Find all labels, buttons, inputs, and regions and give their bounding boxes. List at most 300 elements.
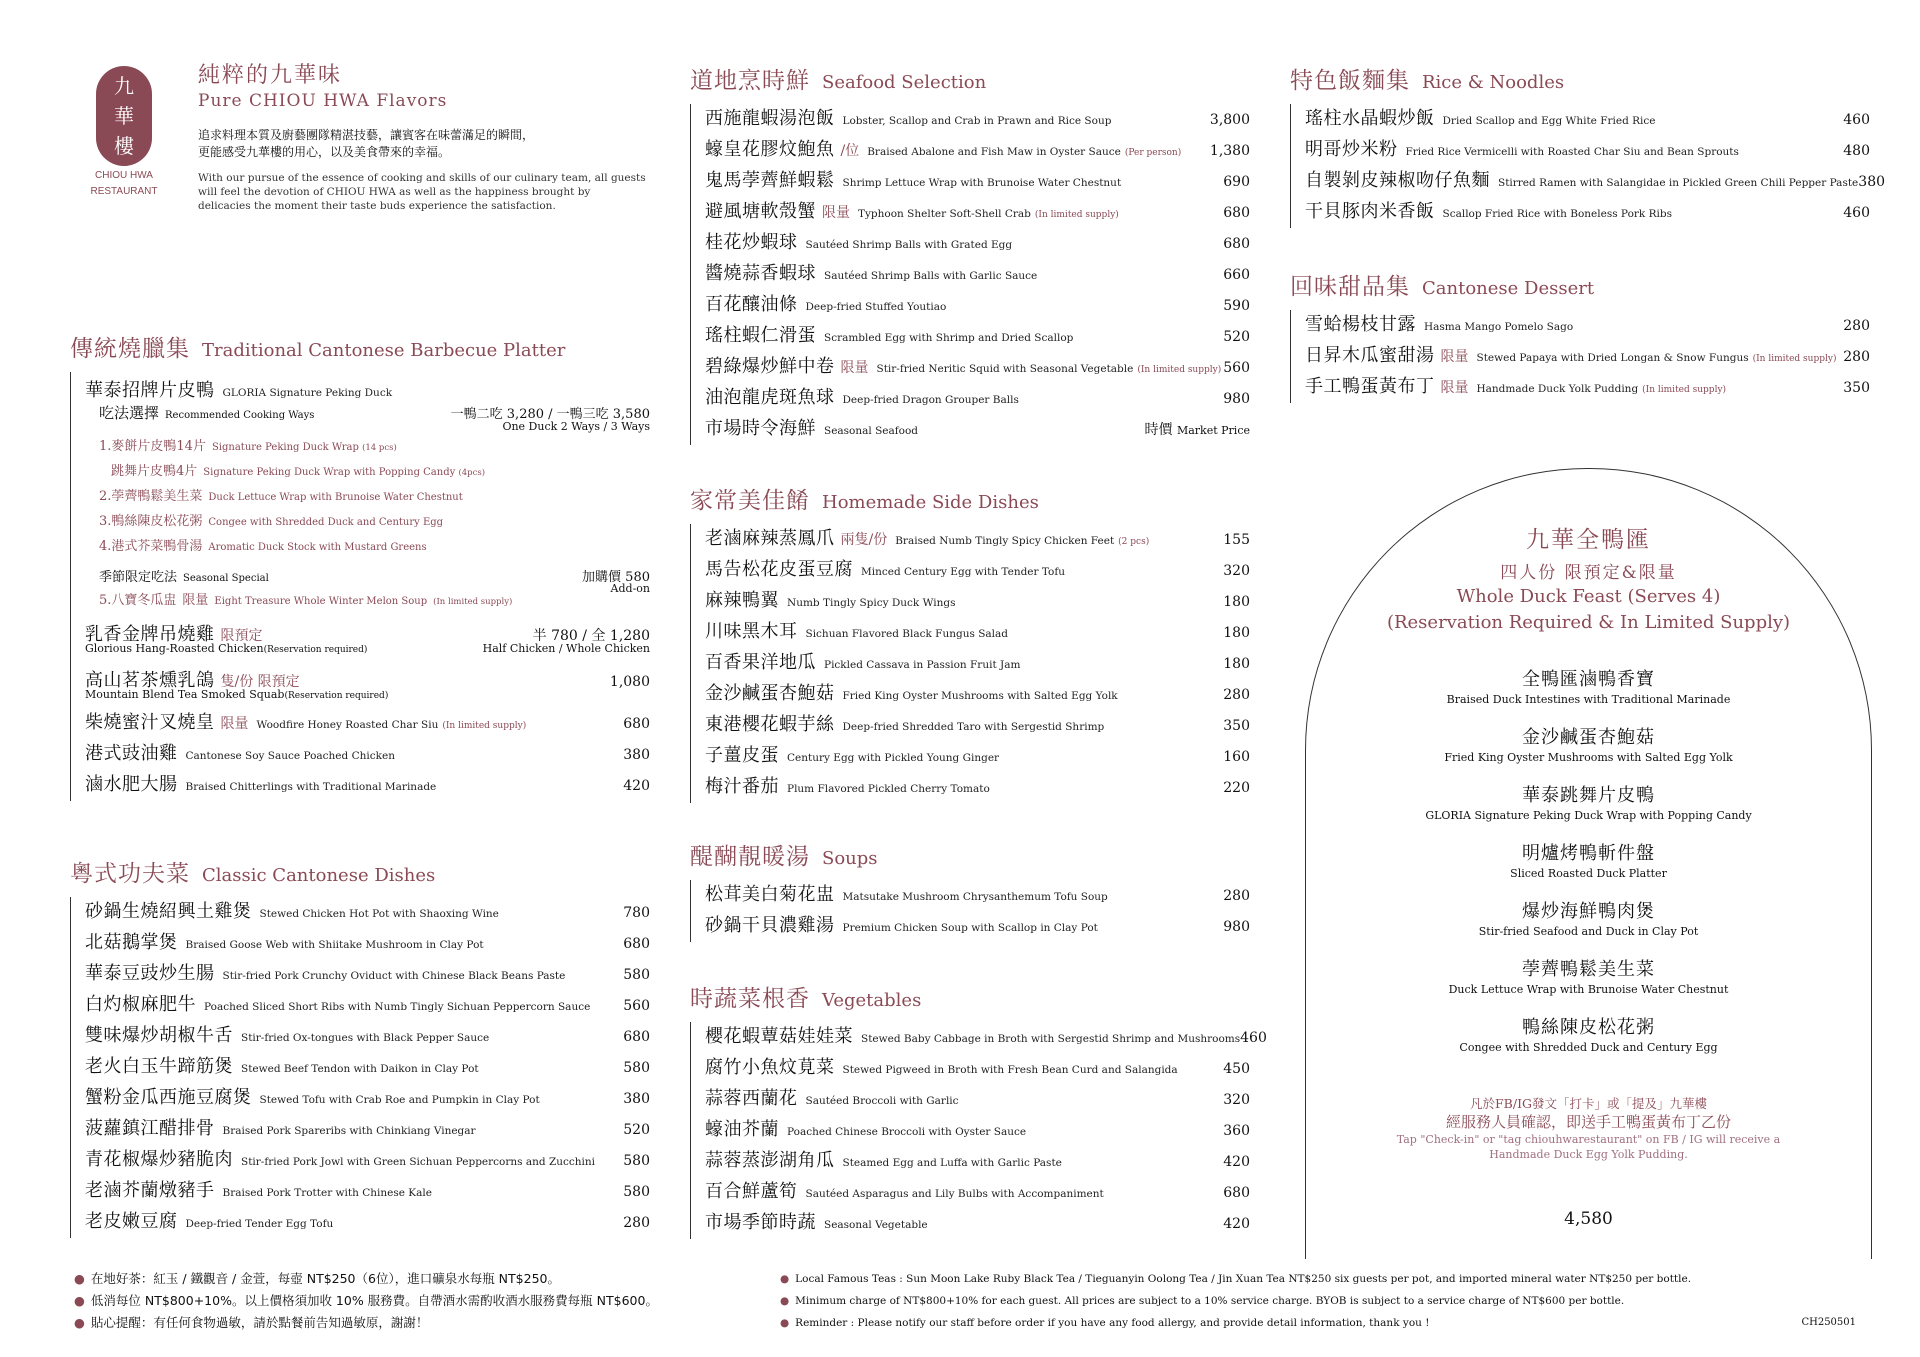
feast-title-en-1: Whole Duck Feast (Serves 4) <box>1456 586 1721 607</box>
item-name-en: Stir-fried Neritic Squid with Seasonal Vegetable <box>876 363 1134 375</box>
bullet-icon: ● <box>74 1315 85 1330</box>
feast-item <box>1306 665 1871 723</box>
item-price: 180 <box>1223 656 1250 672</box>
item-name-zh: 老火白玉牛蹄筋煲 <box>85 1056 233 1077</box>
item-price: 360 <box>1223 1123 1250 1139</box>
item-name-zh: 碧綠爆炒鮮中卷 <box>705 356 835 377</box>
menu-item <box>705 383 1250 414</box>
item-name-zh: 青花椒爆炒豬脆肉 <box>85 1149 233 1170</box>
item-note: (In limited supply) <box>1752 354 1837 364</box>
item-name-zh: 梅汁番茄 <box>705 776 779 797</box>
item-price: 280 <box>1843 349 1870 365</box>
section-title-en: Classic Cantonese Dishes <box>202 865 436 886</box>
menu-item <box>1305 310 1870 341</box>
item-name-en: Lobster, Scallop and Crab in Prawn and Rice Soup <box>842 115 1112 127</box>
footer-note <box>780 1312 1691 1334</box>
item-name-en: Woodfire Honey Roasted Char Siu <box>256 719 439 731</box>
feast-item-en: Stir-fried Seafood and Duck in Clay Pot <box>1478 925 1699 938</box>
way-name-en: Congee with Shredded Duck and Century Egg <box>208 517 444 528</box>
item-name-zh: 百花釀油條 <box>705 294 798 315</box>
way-name-zh: 1.麥餅片皮鴨14片 <box>99 439 206 454</box>
cooking-way <box>99 510 650 535</box>
footer-note-text: Reminder : Please notify our staff before order if you have any food allergy, and provide detail information, thank you ! <box>795 1317 1430 1329</box>
section-side <box>690 482 1250 803</box>
rice-items <box>1290 104 1886 228</box>
section-rice <box>1290 62 1886 228</box>
way-name-zh: 2.荸薺鴨鬆美生菜 <box>99 489 203 504</box>
menu-item <box>1305 166 1886 197</box>
item-name-en: Stewed Chicken Hot Pot with Shaoxing Wine <box>259 908 499 920</box>
veg-items <box>690 1022 1267 1239</box>
item-price: 660 <box>1223 267 1250 283</box>
section-title-zh: 家常美佳餚 <box>690 488 810 514</box>
item-name-en: Stewed Papaya with Dried Longan & Snow Fungus <box>1476 352 1749 364</box>
menu-item <box>1305 341 1870 372</box>
feast-item-zh: 明爐烤鴨斬件盤 <box>1522 843 1655 864</box>
item-name-zh: 砂鍋生燒紹興土雞煲 <box>85 901 252 922</box>
bullet-icon: ● <box>780 1295 790 1307</box>
menu-item <box>705 228 1250 259</box>
menu-item <box>705 104 1250 135</box>
roast-chicken-en: Glorious Hang-Roasted Chicken (Reservation required) Half Chicken / Whole Chicken <box>85 642 650 655</box>
item-name-zh: 鬼馬荸薺鮮蝦鬆 <box>705 170 835 191</box>
soups-items <box>690 880 1250 942</box>
item-name-zh: 滷水肥大腸 <box>85 774 178 795</box>
item-name-en: Century Egg with Pickled Young Ginger <box>787 752 1000 764</box>
item-name-zh: 北菇鵝掌煲 <box>85 932 178 953</box>
menu-item <box>85 959 650 990</box>
item-name-en: Stir-fried Pork Crunchy Oviduct with Chinese Black Beans Paste <box>222 970 566 982</box>
logo-text-2: RESTAURANT <box>90 186 158 197</box>
menu-item <box>705 1208 1250 1239</box>
item-name-zh: 避風塘軟殼蟹 <box>705 201 816 222</box>
seasonal-special-row: 季節限定吃法 Seasonal Special 加購價 580 <box>99 570 650 585</box>
section-title-en: Seafood Selection <box>822 72 987 93</box>
feast-item-en: Duck Lettuce Wrap with Brunoise Water Chestnut <box>1448 983 1729 996</box>
feast-item <box>1306 955 1871 1013</box>
item-name-zh: 腐竹小魚炆莧菜 <box>705 1057 835 1078</box>
menu-item <box>705 617 1250 648</box>
item-name-en: Stir-fried Pork Jowl with Green Sichuan Peppercorns and Zucchini <box>241 1156 596 1168</box>
item-name-zh: 櫻花蝦蕈菇娃娃菜 <box>705 1026 853 1047</box>
menu-item <box>1305 135 1870 166</box>
item-price: 180 <box>1223 594 1250 610</box>
item-price: 380 <box>623 747 650 763</box>
item-name-zh: 蟹粉金瓜西施豆腐煲 <box>85 1087 252 1108</box>
item-price: 580 <box>623 1184 650 1200</box>
feast-promo: 凡於FB/IG發文「打卡」或「提及」九華樓 經服務人員確認，即送手工鴨蛋黃布丁乙份 Tap "Check-in" or "tag chiouhwarestaurant" on FB / IG will receive a Handmade Duck Egg Yolk Pudding. <box>1396 1096 1781 1161</box>
item-name-zh: 西施龍蝦湯泡飯 <box>705 108 835 129</box>
item-name-zh: 馬告松花皮蛋豆腐 <box>705 559 853 580</box>
item-price: 220 <box>1223 780 1250 796</box>
item-name-en: Sautéed Shrimp Balls with Garlic Sauce <box>824 270 1038 282</box>
dessert-items <box>1290 310 1870 403</box>
item-name-zh: 油泡龍虎斑魚球 <box>705 387 835 408</box>
cooking-way <box>99 535 650 560</box>
item-name-zh: 醬燒蒜香蝦球 <box>705 263 816 284</box>
item-price: 590 <box>1223 298 1250 314</box>
item-name-zh: 東港櫻花蝦芋絲 <box>705 714 835 735</box>
whole-duck-feast-panel <box>1305 468 1872 1259</box>
menu-item <box>705 1022 1267 1053</box>
footer-note-text: 貼心提醒：有任何食物過敏，請於點餐前告知過敏原，謝謝！ <box>90 1315 429 1330</box>
footer-note <box>74 1290 658 1312</box>
way-name-zh: 4.港式芥菜鴨骨湯 <box>99 539 203 554</box>
item-name-zh: 百合鮮蘆筍 <box>705 1181 798 1202</box>
item-price: 280 <box>1223 687 1250 703</box>
menu-item <box>705 1115 1250 1146</box>
item-name-en: Typhoon Shelter Soft-Shell Crab <box>858 208 1031 220</box>
menu-item <box>85 928 650 959</box>
item-tag: 兩隻/份 <box>840 532 888 548</box>
item-tag: 限量 <box>822 205 850 221</box>
seasonal-addon: Add-on <box>610 582 650 595</box>
item-note: (2 pcs) <box>1118 537 1150 547</box>
item-name-en: Braised Pork Spareribs with Chinkiang Vinegar <box>222 1125 476 1137</box>
section-title-zh: 特色飯麵集 <box>1290 68 1410 94</box>
section-bbq <box>70 330 650 801</box>
item-note: (In limited supply) <box>1137 365 1222 375</box>
menu-item <box>85 1207 650 1238</box>
section-title-zh: 粵式功夫菜 <box>70 861 190 887</box>
item-name-zh: 蒜蓉蒸澎湖角瓜 <box>705 1150 835 1171</box>
feast-item <box>1306 781 1871 839</box>
menu-item <box>85 770 650 801</box>
menu-item <box>85 1021 650 1052</box>
item-price: 420 <box>1223 1216 1250 1232</box>
item-name-en: Stewed Baby Cabbage in Broth with Sergestid Shrimp and Mushrooms <box>861 1033 1241 1045</box>
item-price: 520 <box>1223 329 1250 345</box>
item-price: 420 <box>1223 1154 1250 1170</box>
item-name-en: Braised Pork Trotter with Chinese Kale <box>222 1187 432 1199</box>
menu-item <box>85 897 650 928</box>
menu-item <box>705 1053 1250 1084</box>
intro-title-en: Pure CHIOU HWA Flavors <box>198 91 448 111</box>
item-name-zh: 百香果洋地瓜 <box>705 652 816 673</box>
cooking-ways-row: 吃法選擇 Recommended Cooking Ways 一鴨二吃 3,280 / 一鴨三吃 3,580 <box>99 404 650 422</box>
item-name-en: Dried Scallop and Egg White Fried Rice <box>1442 115 1656 127</box>
item-name-en: Shrimp Lettuce Wrap with Brunoise Water Chestnut <box>842 177 1122 189</box>
footer-note <box>780 1268 1691 1290</box>
intro-paragraph-zh: 追求料理本質及廚藝團隊精湛技藝，讓賓客在味蕾滿足的瞬間， 更能感受九華樓的用心，以及美食帶來的幸福。 <box>198 128 535 159</box>
section-title-zh: 傳統燒臘集 <box>70 336 190 362</box>
item-name-en: Deep-fried Shredded Taro with Sergestid Shrimp <box>842 721 1105 733</box>
item-note: (In limited supply) <box>1642 385 1727 395</box>
menu-item <box>85 1114 650 1145</box>
item-price: 560 <box>1223 360 1250 376</box>
item-name-en: Cantonese Soy Sauce Poached Chicken <box>185 750 395 762</box>
section-dessert <box>1290 268 1870 403</box>
feast-item-zh: 金沙鹹蛋杏鮑菇 <box>1522 727 1655 748</box>
menu-item <box>705 1177 1250 1208</box>
item-name-zh: 明哥炒米粉 <box>1305 139 1398 160</box>
menu-item <box>85 739 650 770</box>
item-name-en: Stewed Pigweed in Broth with Fresh Bean Curd and Salangida <box>842 1064 1178 1076</box>
item-name-en: Stirred Ramen with Salangidae in Pickled Green Chili Pepper Paste <box>1498 177 1859 189</box>
item-name-zh: 自製剝皮辣椒吻仔魚麵 <box>1305 170 1490 191</box>
feast-price: 4,580 <box>1564 1209 1613 1229</box>
cooking-way <box>99 460 650 485</box>
item-name-zh: 老皮嫩豆腐 <box>85 1211 178 1232</box>
bullet-icon: ● <box>780 1273 790 1285</box>
bullet-icon: ● <box>74 1293 85 1308</box>
menu-item <box>85 708 650 739</box>
feast-item-en: Fried King Oyster Mushrooms with Salted Egg Yolk <box>1444 751 1733 764</box>
item-name-en: Steamed Egg and Luffa with Garlic Paste <box>842 1157 1062 1169</box>
item-price: 460 <box>1240 1030 1267 1046</box>
item-price: 980 <box>1223 919 1250 935</box>
item-name-en: Sautéed Broccoli with Garlic <box>805 1095 959 1107</box>
item-name-zh: 白灼椒麻肥牛 <box>85 994 196 1015</box>
menu-item <box>1305 372 1870 403</box>
item-price: 460 <box>1843 205 1870 221</box>
section-title-en: Homemade Side Dishes <box>822 492 1039 513</box>
menu-code: CH250501 <box>1801 1317 1856 1328</box>
item-name-zh: 雪蛤楊枝甘露 <box>1305 314 1416 335</box>
item-name-en: Braised Goose Web with Shiitake Mushroom in Clay Pot <box>185 939 484 951</box>
cooking-ways-list <box>85 435 650 560</box>
seafood-items <box>705 104 1250 414</box>
item-price: 680 <box>623 1029 650 1045</box>
item-price: 350 <box>1843 380 1870 396</box>
menu-item-peking-duck: 華泰招牌片皮鴨 GLORIA Signature Peking Duck <box>85 380 393 401</box>
item-name-en: Scallop Fried Rice with Boneless Pork Ribs <box>1442 208 1672 220</box>
bullet-icon: ● <box>780 1317 790 1329</box>
menu-item <box>85 1052 650 1083</box>
feast-item-zh: 全鴨匯滷鴨香寶 <box>1522 669 1655 690</box>
restaurant-logo <box>82 66 166 198</box>
item-price: 560 <box>623 998 650 1014</box>
item-price: 460 <box>1843 112 1870 128</box>
item-name-en: Deep-fried Tender Egg Tofu <box>185 1218 334 1230</box>
item-tag: 限量 <box>1440 349 1469 365</box>
item-price: 1,380 <box>1209 143 1250 159</box>
feast-item-en: Congee with Shredded Duck and Century Egg <box>1459 1041 1718 1054</box>
item-name-zh: 松茸美白菊花盅 <box>705 884 835 905</box>
way-note: (14 pcs) <box>362 443 397 453</box>
item-name-en: Seasonal Vegetable <box>824 1219 928 1231</box>
feast-item-zh: 鴨絲陳皮松花粥 <box>1522 1017 1655 1038</box>
item-name-en: Matsutake Mushroom Chrysanthemum Tofu Soup <box>842 891 1108 903</box>
item-price: 680 <box>1223 236 1250 252</box>
classic-items <box>70 897 650 1238</box>
item-price: 580 <box>623 1060 650 1076</box>
section-title-en: Soups <box>822 848 878 869</box>
section-title-zh: 回味甜品集 <box>1290 274 1410 300</box>
item-name-en: Poached Chinese Broccoli with Oyster Sauce <box>787 1126 1027 1138</box>
item-price: 320 <box>1223 1092 1250 1108</box>
item-name-en: Sautéed Asparagus and Lily Bulbs with Accompaniment <box>805 1188 1104 1200</box>
way-name-zh: 跳舞片皮鴨4片 <box>111 464 198 479</box>
menu-item <box>705 321 1250 352</box>
footer-notes-zh <box>74 1268 658 1334</box>
section-title-en: Vegetables <box>822 990 922 1011</box>
section-title-en: Rice & Noodles <box>1422 72 1565 93</box>
item-name-zh: 蠔油芥蘭 <box>705 1119 779 1140</box>
smoked-squab-en: Mountain Blend Tea Smoked Squab (Reservation required) <box>85 688 389 701</box>
item-name-en: Stewed Beef Tendon with Daikon in Clay Pot <box>241 1063 479 1075</box>
feast-item-en: Sliced Roasted Duck Platter <box>1510 867 1667 880</box>
menu-item <box>705 555 1250 586</box>
item-name-en: Minced Century Egg with Tender Tofu <box>861 566 1066 578</box>
item-name-zh: 桂花炒蝦球 <box>705 232 798 253</box>
footer-note-text: Minimum charge of NT$800+10% for each guest. All prices are subject to a 10% service charge. BYOB is subject to a service charge of NT$600 per bottle. <box>795 1295 1625 1307</box>
way-note: (4pcs) <box>458 468 486 478</box>
item-name-zh: 瑤柱水晶蝦炒飯 <box>1305 108 1435 129</box>
item-note: (Per person) <box>1124 148 1182 158</box>
menu-item-smoked-squab: 高山茗茶燻乳鴿 隻/份 限預定 1,080 <box>85 670 650 691</box>
item-name-en: Pickled Cassava in Passion Fruit Jam <box>824 659 1021 671</box>
item-name-en: Hasma Mango Pomelo Sago <box>1424 321 1574 333</box>
footer-note-text: 低消每位 NT$800+10%。以上價格須加收 10% 服務費。自帶酒水需酌收酒水服務費每瓶 NT$600。 <box>90 1293 658 1308</box>
logo-text-1: CHIOU HWA <box>95 170 153 181</box>
item-tag: 限量 <box>220 716 249 732</box>
side-items <box>690 524 1250 803</box>
menu-item <box>705 524 1250 555</box>
item-name-en: Scrambled Egg with Shrimp and Dried Scallop <box>824 332 1074 344</box>
menu-item <box>705 648 1250 679</box>
footer-note <box>74 1268 658 1290</box>
item-name-zh: 手工鴨蛋黃布丁 <box>1305 376 1435 397</box>
menu-item <box>705 911 1250 942</box>
menu-item-market-seafood: 市場時令海鮮 Seasonal Seafood 時價 Market Price <box>705 418 1250 439</box>
feast-item-zh: 爆炒海鮮鴨肉煲 <box>1522 901 1655 922</box>
menu-item <box>705 880 1250 911</box>
item-price: 680 <box>1223 1185 1250 1201</box>
way-name-en: Duck Lettuce Wrap with Brunoise Water Chestnut <box>208 492 463 503</box>
footer-note-text: Local Famous Teas : Sun Moon Lake Ruby Black Tea / Tieguanyin Oolong Tea / Jin Xuan Tea NT$250 six guests per pot, and imported mineral water NT$250 per bottle. <box>795 1273 1692 1285</box>
menu-item <box>85 1176 650 1207</box>
feast-item <box>1306 1013 1871 1071</box>
menu-item-roast-chicken: 乳香金牌吊燒雞 限預定 半 780 / 全 1,280 <box>85 624 650 645</box>
menu-item <box>705 290 1250 321</box>
item-name-zh: 麻辣鴨翼 <box>705 590 779 611</box>
item-name-en: Stir-fried Ox-tongues with Black Pepper Sauce <box>241 1032 490 1044</box>
item-name-zh: 老滷麻辣蒸鳳爪 <box>705 528 835 549</box>
menu-item <box>705 352 1250 383</box>
menu-item <box>705 772 1250 803</box>
section-classic <box>70 855 650 1238</box>
item-name-zh: 柴燒蜜汁叉燒皇 <box>85 712 215 733</box>
item-name-zh: 川味黑木耳 <box>705 621 798 642</box>
item-name-en: Braised Abalone and Fish Maw in Oyster Sauce <box>867 146 1121 158</box>
menu-item <box>705 679 1250 710</box>
item-price: 160 <box>1223 749 1250 765</box>
section-title-en: Traditional Cantonese Barbecue Platter <box>202 340 566 361</box>
menu-item <box>705 259 1250 290</box>
footer-notes-en <box>780 1268 1691 1334</box>
way-5: 5.八寶冬瓜盅 限量 Eight Treasure Whole Winter Melon Soup (In limited supply) <box>99 593 513 608</box>
item-price: 480 <box>1843 143 1870 159</box>
item-price: 680 <box>623 936 650 952</box>
cooking-way <box>99 435 650 460</box>
section-seafood <box>690 62 1250 445</box>
item-name-en: Fried King Oyster Mushrooms with Salted Egg Yolk <box>842 690 1118 702</box>
menu-item <box>705 166 1250 197</box>
item-price: 980 <box>1223 391 1250 407</box>
item-note: (In limited supply) <box>442 721 527 731</box>
section-title-zh: 時蔬菜根香 <box>690 986 810 1012</box>
item-name-en: Handmade Duck Yolk Pudding <box>1476 383 1639 395</box>
item-name-en: Numb Tingly Spicy Duck Wings <box>787 597 956 609</box>
item-price: 580 <box>623 967 650 983</box>
item-tag: 限量 <box>1440 380 1469 396</box>
item-name-zh: 菠蘿鎮江醋排骨 <box>85 1118 215 1139</box>
item-price: 780 <box>623 905 650 921</box>
item-name-en: Poached Sliced Short Ribs with Numb Tingly Sichuan Peppercorn Sauce <box>204 1001 591 1013</box>
item-price: 350 <box>1223 718 1250 734</box>
feast-item-en: GLORIA Signature Peking Duck Wrap with Popping Candy <box>1425 809 1752 822</box>
item-name-en: Deep-fried Dragon Grouper Balls <box>842 394 1019 406</box>
menu-item <box>705 135 1250 166</box>
item-price: 680 <box>1223 205 1250 221</box>
item-name-zh: 港式豉油雞 <box>85 743 178 764</box>
item-name-zh: 華泰豆豉炒生腸 <box>85 963 215 984</box>
feast-title-en-2: (Reservation Required & In Limited Supply) <box>1386 612 1791 633</box>
intro-title-zh: 純粹的九華味 <box>198 63 343 88</box>
bbq-items <box>85 708 650 801</box>
item-price: 380 <box>623 1091 650 1107</box>
item-price: 450 <box>1223 1061 1250 1077</box>
item-name-zh: 雙味爆炒胡椒牛舌 <box>85 1025 233 1046</box>
menu-item <box>1305 197 1870 228</box>
cooking-way <box>99 485 650 510</box>
feast-title-zh: 九華全鴨匯 <box>1526 527 1651 553</box>
item-price: 520 <box>623 1122 650 1138</box>
feast-item-zh: 荸薺鴨鬆美生菜 <box>1522 959 1655 980</box>
item-tag: /位 <box>840 143 860 159</box>
item-name-zh: 市場季節時蔬 <box>705 1212 816 1233</box>
intro-paragraph-en: With our pursue of the essence of cooking and skills of our culinary team, all guests will feel the devotion of CHIOU HWA as well as the happiness brought by delicacies the moment their taste buds experience the satisfaction. <box>198 172 646 212</box>
item-name-zh: 瑤柱蝦仁滑蛋 <box>705 325 816 346</box>
menu-item <box>705 1084 1250 1115</box>
section-soups <box>690 838 1250 942</box>
feast-item-en: Braised Duck Intestines with Traditional Marinade <box>1446 693 1731 706</box>
way-name-en: Signature Peking Duck Wrap with Popping Candy (4pcs) <box>203 467 486 478</box>
logo-mark: 九 華 樓 <box>96 66 152 166</box>
feast-items <box>1306 665 1871 1071</box>
item-name-zh: 干貝豚肉米香飯 <box>1305 201 1435 222</box>
footer-note-text: 在地好茶：紅玉 / 鐵觀音 / 金萱，每壺 NT$250（6位），進口礦泉水每瓶 NT$250。 <box>90 1271 560 1286</box>
item-price: 155 <box>1223 532 1250 548</box>
section-vegetables <box>690 980 1267 1239</box>
menu-item <box>85 1145 650 1176</box>
section-title-zh: 醍醐靚暖湯 <box>690 844 810 870</box>
item-price: 420 <box>623 778 650 794</box>
item-price: 680 <box>623 716 650 732</box>
item-name-zh: 金沙鹹蛋杏鮑菇 <box>705 683 835 704</box>
item-name-zh: 蒜蓉西蘭花 <box>705 1088 798 1109</box>
section-title-zh: 道地烹時鮮 <box>690 68 810 94</box>
way-name-zh: 3.鴨絲陳皮松花粥 <box>99 514 203 529</box>
footer-note <box>74 1312 658 1334</box>
item-price: 280 <box>623 1215 650 1231</box>
item-price: 690 <box>1223 174 1250 190</box>
item-tag: 限量 <box>840 360 869 376</box>
item-price: 320 <box>1223 563 1250 579</box>
feast-item <box>1306 839 1871 897</box>
item-price: 380 <box>1858 174 1886 190</box>
cooking-ways-price-en: One Duck 2 Ways / 3 Ways <box>502 420 650 433</box>
footer-note <box>780 1290 1691 1312</box>
item-name-en: Plum Flavored Pickled Cherry Tomato <box>787 783 990 795</box>
section-title-en: Cantonese Dessert <box>1422 278 1595 299</box>
menu-item <box>85 1083 650 1114</box>
item-name-en: Sichuan Flavored Black Fungus Salad <box>805 628 1008 640</box>
item-price: 580 <box>623 1153 650 1169</box>
item-name-zh: 日昇木瓜蜜甜湯 <box>1305 345 1435 366</box>
item-price: 280 <box>1843 318 1870 334</box>
